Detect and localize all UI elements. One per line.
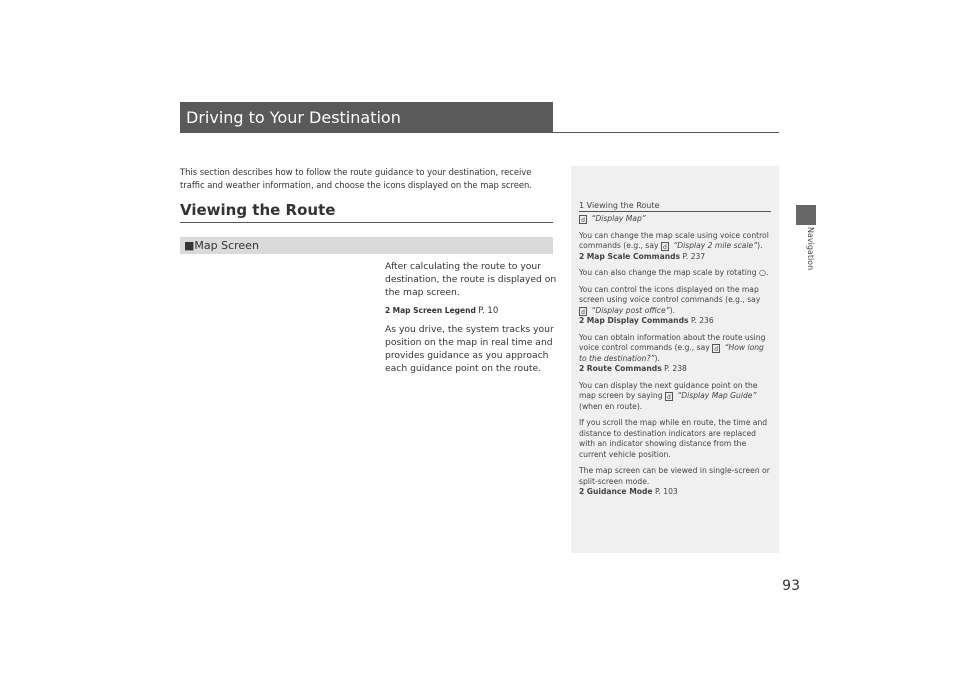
side-notes-rule — [579, 211, 771, 212]
side-notes-heading-text: Viewing the Route — [586, 201, 660, 210]
side-note: The map screen can be viewed in single-screen or split-screen mode. — [579, 466, 770, 486]
side-note-text: (when en route). — [579, 401, 643, 411]
voice-command-text: “Display Map Guide” — [677, 391, 757, 400]
side-note — [579, 285, 771, 317]
intro-paragraph — [180, 166, 560, 192]
cross-reference-page: P. 238 — [664, 364, 687, 373]
cross-reference-label: Map Screen Legend — [392, 306, 476, 315]
side-notes-panel — [571, 166, 779, 553]
chapter-tab-label: Navigation — [806, 227, 815, 271]
voice-command-text: “How long to the destination?” — [579, 343, 764, 363]
cross-reference-arrow-icon: 2 — [579, 364, 585, 373]
cross-reference-page: P. 10 — [478, 306, 499, 316]
intro-line: This section describes how to follow the route guidance to your destination, receive — [180, 167, 532, 177]
side-note-text: ). — [757, 241, 763, 250]
cross-reference-arrow-icon: 2 — [579, 487, 585, 496]
side-note — [579, 333, 771, 365]
side-notes-body — [579, 214, 771, 498]
page-number: 93 — [782, 578, 800, 594]
interface-dial-icon: ○ — [758, 268, 766, 277]
note-marker-icon: 1 — [579, 201, 585, 210]
voice-command-text: “Display post office” — [591, 305, 670, 315]
cross-reference[interactable] — [579, 252, 771, 263]
voice-command-icon: d — [665, 392, 673, 401]
voice-command-icon: d — [579, 215, 587, 224]
side-note-text: You can change the map scale using voice control commands (e.g., say — [579, 230, 769, 250]
cross-reference[interactable] — [579, 316, 771, 327]
cross-reference-label: Map Display Commands — [586, 316, 689, 325]
cross-reference-page: P. 236 — [690, 316, 714, 325]
voice-command-icon: d — [712, 344, 720, 353]
main-body — [385, 260, 560, 381]
cross-reference-arrow-icon: 2 — [579, 316, 585, 325]
side-note: If you scroll the map while en route, the time and distance to destination indicators are replaced with an indicator showing distance from the current vehicle position. — [579, 418, 768, 459]
cross-reference-label: Guidance Mode — [586, 487, 653, 496]
voice-command-icon: d — [579, 307, 587, 316]
intro-line: traffic and weather information, and choose the icons displayed on the map screen. — [180, 180, 532, 190]
side-note-text: ). — [669, 305, 675, 315]
cross-reference-page: P. 237 — [682, 251, 706, 261]
subsection-heading: ■Map Screen — [180, 237, 553, 254]
body-paragraph: As you drive, the system tracks your position on the map in real time and provides guidance as you approach each guidance point on the route. — [385, 324, 554, 374]
side-note — [579, 381, 771, 413]
side-note-text: You can obtain information about the route using voice control commands (e.g., say — [579, 332, 766, 352]
voice-command-text: “Display 2 mile scale” — [673, 241, 758, 250]
cross-reference[interactable] — [385, 305, 560, 317]
side-note — [579, 268, 771, 279]
side-note-text: . — [765, 268, 769, 277]
title-rule — [553, 132, 779, 133]
body-paragraph: After calculating the route to your destination, the route is displayed on the map screen. — [385, 261, 557, 298]
side-note-text: You can control the icons displayed on the map screen using voice control commands (e.g., say — [579, 284, 761, 304]
voice-command-text: “Display Map” — [591, 214, 646, 223]
cross-reference[interactable] — [579, 487, 771, 498]
cross-reference[interactable] — [579, 364, 771, 375]
side-note-text: You can also change the map scale by rotating — [579, 268, 757, 277]
cross-reference-label: Route Commands — [586, 364, 662, 373]
side-note — [579, 214, 771, 225]
side-note-text: You can display the next guidance point on the map screen by saying — [579, 380, 758, 400]
section-rule — [180, 222, 553, 223]
cross-reference-arrow-icon: 2 — [385, 306, 391, 315]
section-heading: Viewing the Route — [180, 201, 336, 219]
cross-reference-label: Map Scale Commands — [586, 251, 681, 261]
side-note — [579, 231, 771, 252]
chapter-tab — [796, 205, 816, 225]
cross-reference-page: P. 103 — [655, 487, 678, 496]
cross-reference-arrow-icon: 2 — [579, 251, 585, 261]
page-title: Driving to Your Destination — [180, 102, 553, 133]
voice-command-icon: d — [661, 242, 669, 251]
side-note-text: ). — [654, 353, 660, 363]
side-notes-heading — [579, 201, 771, 212]
